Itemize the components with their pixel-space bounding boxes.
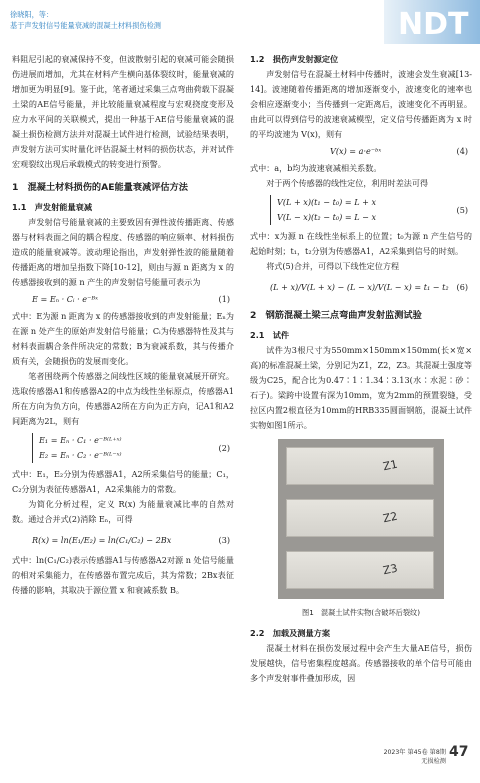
issue-info: 2023年 第45卷 第8期 <box>383 749 446 756</box>
paragraph: 式中：a，b均为波速衰减相关系数。 <box>250 163 382 173</box>
equation-body: E = Eₙ · Cᵢ · e⁻ᴮˣ <box>32 294 98 304</box>
header-authors: 徐晓阳，等： <box>10 10 54 19</box>
specimen-photo <box>278 439 444 599</box>
beam-z1 <box>286 447 434 485</box>
paragraph: 声发射信号在混凝土材料中传播时，波速会发生衰减[13-14]。波速随着传播距离的增加逐渐变小，波速变化的速率也会相应逐渐变小；当传播到一定距离后，波速变化不再明显。由此可以得到信号的波速衰减模型，定义信号传播距离为 x 时的平均波速为 V(x)，则有 <box>250 69 472 139</box>
figure-caption: 图1 混凝土试件实物(含破坏后裂纹) <box>302 608 420 617</box>
section-1-heading: 1 混凝土材料损伤的AE能量衰减评估方法 <box>12 182 188 193</box>
paragraph: 声发射信号能量衰减的主要致因有弹性波传播距离、传感器与材料表面之间的耦合程度、传感器的响应频率、材料损伤造成的能量衰减等。波动理论指出，声发射弹性波的能量随着传播距离的增加呈指数下降[10-12]，则由与源 n 距离为 x 的传感器接收到的源 n 产生的声发射信号能量可表示为 <box>12 217 234 287</box>
equation-line: V(L − x)(t₂ − t₀) = L − x <box>277 212 377 222</box>
header-running-title: 基于声发射信号能量衰减的混凝土材料损伤检测 <box>10 21 161 30</box>
section-2-2-heading: 2.2 加载及测量方案 <box>250 628 331 638</box>
equation-number: (2) <box>218 442 230 453</box>
journal-name: 无损检测 <box>421 758 446 765</box>
paragraph: 式中：x为源 n 在线性坐标系上的位置；t₀为源 n 产生信号的起始时刻；t₁，t₂分别为传感器A1，A2采集到信号的时刻。 <box>250 231 472 256</box>
paragraph: 式中：E₁，E₂分别为传感器A1，A2所采集信号的能量；C₁，C₂分别为表征传感器A1，A2采集能力的常数。 <box>12 469 234 494</box>
equation-line: E₁ = Eₙ · C₁ · e⁻ᴮ⁽ᴸ⁺ˣ⁾ <box>39 435 122 445</box>
equation-3 <box>12 527 234 553</box>
equation-number: (1) <box>218 294 230 304</box>
equation-6 <box>250 274 472 300</box>
equation-line: V(L + x)(t₁ − t₀) = L + x <box>277 197 377 207</box>
intro-paragraph: 料阻尼引起的衰减保持不变，但波散射引起的衰减可能会随损伤进展而增加，尤其在材料产生横向基体裂纹时，能量衰减的增加更为明显[9]。鉴于此，笔者通过采集三点弯曲荷载下混凝土梁的AE信号能量，并比较能量衰减程度与宏观挠度变形及应力水平间的关联模式，提出一种基于AE信号能量衰减的混凝土损伤检测方法并对混凝土试件进行检测，试验结果表明，声发射方法可实时量化评估混凝土材料的损伤状态，并对试件宏观裂纹出现后承载模式的转变进行预警。 <box>12 54 234 169</box>
logo-text: NDT <box>398 7 469 39</box>
paragraph: 式中：ln(C₁/C₂)表示传感器A1与传感器A2对源 n 处信号能量的相对采集能力，在传感器布置完成后，其为常数；2Bx表征传播的影响，其取决于源位置 x 和衰减系数 B。 <box>12 555 234 595</box>
section-2-1-heading: 2.1 试件 <box>250 330 290 340</box>
beam-z3 <box>286 551 434 589</box>
page-header <box>0 0 480 46</box>
running-header <box>10 9 161 31</box>
left-column <box>12 52 234 598</box>
beam-label: Z1 <box>381 457 399 474</box>
equation-number: (4) <box>456 146 468 156</box>
equation-system <box>270 195 376 225</box>
paragraph: 将式(5)合并，可得以下线性定位方程 <box>266 261 400 271</box>
paragraph: 混凝土材料在损伤发展过程中会产生大量AE信号，损伤发展越快，信号密集程度越高。传感器接收的单个信号可能由多个声发射事件叠加形成，因 <box>250 643 472 683</box>
equation-number: (3) <box>218 534 230 545</box>
equation-4 <box>250 142 472 161</box>
equation-body: (L + x)/V(L + x) − (L − x)/V(L − x) = t₁ − t₂ <box>270 281 449 292</box>
equation-1 <box>12 290 234 309</box>
equation-2 <box>12 429 234 467</box>
paragraph: 对于两个传感器的线性定位，利用时差法可得 <box>266 178 429 188</box>
section-1-1-heading: 1.1 声发射能量衰减 <box>12 202 93 212</box>
section-1-2-heading: 1.2 损伤声发射源定位 <box>250 54 339 64</box>
section-2-heading: 2 钢筋混凝土梁三点弯曲声发射监测试验 <box>250 310 422 321</box>
paragraph: 为简化分析过程，定义 R(x) 为能量衰减比率的自然对数。通过合并式(2)消除 Eₙ，可得 <box>12 499 234 524</box>
equation-number: (6) <box>456 281 468 292</box>
equation-number: (5) <box>456 204 468 215</box>
right-column <box>250 52 472 686</box>
beam-label: Z2 <box>381 509 399 526</box>
equation-body: V(x) = a·e⁻ᵇˣ <box>330 146 382 156</box>
paragraph: 笔者围绕两个传感器之间线性区域的能量衰减展开研究。选取传感器A1和传感器A2的中点为线性坐标原点，传感器A1所在方向为负方向，传感器A2所在方向为正方向，记A1和A2间距离为2L，则有 <box>12 371 234 426</box>
page-number: 47 <box>449 744 469 760</box>
equation-body: R(x) = ln(E₁/E₂) = ln(C₁/C₂) − 2Bx <box>32 534 172 545</box>
equation-system <box>32 433 121 463</box>
equation-5 <box>250 191 472 229</box>
beam-label: Z3 <box>381 561 399 578</box>
journal-logo <box>396 5 470 39</box>
equation-line: E₂ = Eₙ · C₂ · e⁻ᴮ⁽ᴸ⁻ˣ⁾ <box>39 450 122 460</box>
beam-z2 <box>286 499 434 537</box>
paragraph: 式中：E为源 n 距离为 x 的传感器接收到的声发射能量；Eₙ为在源 n 处产生的原始声发射信号能量；Cᵢ为传感器特性及其与材料表面耦合条件所决定的常数；B为衰减系数，其与传播介质有关，会随损伤的发展而变化。 <box>12 311 234 366</box>
paragraph: 试件为3根尺寸为550mm×150mm×150mm(长×宽×高)的标准混凝土梁，分别记为Z1，Z2，Z3。其混凝土强度等级为C25，配合比为0.47∶1∶1.34∶3.13(水∶水泥∶砂∶石子)。梁跨中设置有深为10mm，宽为2mm的预置裂缝，受拉区内置2根直径为10mm的HRB335圆面钢筋，混凝土试件实物如图1所示。 <box>250 345 472 430</box>
